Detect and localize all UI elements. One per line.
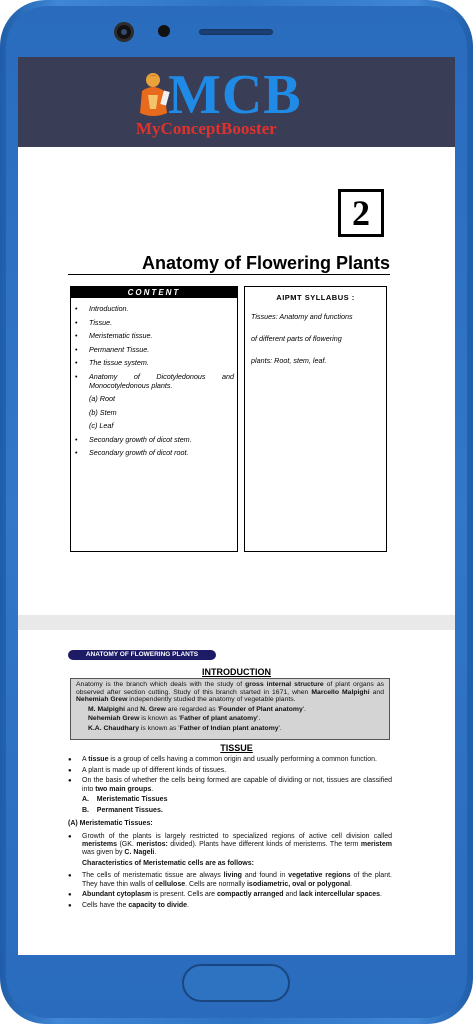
classification-item: A. Meristematic Tissues [82, 796, 168, 804]
intro-paragraph: M. Malpighi and N. Grew are regarded as 'Founder of Plant anatomy'. [88, 705, 306, 713]
content-item: • The tissue system. [75, 358, 234, 367]
syllabus-line: of different parts of flowering [251, 334, 342, 343]
bullet-paragraph: ● Cells have the capacity to divide. [68, 902, 392, 910]
content-item: • Secondary growth of dicot root. [75, 448, 234, 457]
chapter-number: 2 [338, 189, 384, 237]
page-introduction [18, 630, 455, 955]
syllabus-line: plants: Root, stem, leaf. [251, 356, 327, 365]
content-subitem: (b) Stem [89, 407, 117, 417]
content-list [71, 298, 237, 457]
title-divider [68, 274, 390, 275]
content-panel [70, 286, 238, 552]
classification-item: B. Permanent Tissues. [82, 806, 163, 814]
chapter-title: Anatomy of Flowering Plants [141, 253, 390, 273]
bullet-paragraph: ● The cells of meristematic tissue are always living and found in vegetative regions of the plant. They have thin walls of cellulose. Cells are normally isodiametric, oval or polygonal. [68, 872, 392, 889]
earpiece-speaker [199, 29, 273, 35]
page-separator [18, 615, 455, 630]
content-item: • Meristematic tissue. [75, 331, 234, 340]
proximity-sensor [158, 25, 170, 37]
content-item: • Introduction. [75, 304, 234, 313]
content-item: • Secondary growth of dicot stem. [75, 435, 234, 444]
screen[interactable] [18, 57, 455, 955]
mascot-logo-icon [136, 71, 172, 119]
bullet-paragraph: ● A tissue is a group of cells having a common origin and usually performing a common function. [68, 756, 392, 764]
front-camera [114, 22, 134, 42]
syllabus-panel [244, 286, 387, 552]
syllabus-line: Tissues: Anatomy and functions [251, 312, 353, 321]
content-subitem: (a) Root [89, 394, 115, 403]
intro-paragraph: Nehemiah Grew is known as 'Father of plant anatomy'. [88, 715, 261, 723]
content-subitem: (c) Leaf [89, 421, 114, 430]
subsection-heading: (A) Meristematic Tissues: [68, 820, 153, 828]
intro-paragraph: Anatomy is the branch which deals with the study of gross internal structure of plant organs as observed after section cutting. Study of this branch started in 1671, when Marcello Malpighi and Nehemiah Grew independently studied the anatomy of vegetable plants. [76, 681, 385, 704]
syllabus-heading: AIPMT SYLLABUS : [276, 293, 355, 302]
logo-tagline: MyConceptBooster [136, 119, 277, 138]
content-heading: CONTENT [71, 287, 237, 298]
logo-text: MCB [168, 64, 302, 126]
bullet-paragraph: ● Abundant cytoplasm is present. Cells are compactly arranged and lack intercellular spaces. [68, 891, 392, 899]
intro-paragraph: K.A. Chaudhary is known as 'Father of Indian plant anatomy'. [88, 724, 282, 732]
bullet-paragraph: ● A plant is made up of different kinds of tissues. [68, 767, 392, 775]
content-item: • Anatomy of Dicotyledonous and Monocotyledonous plants. [75, 372, 234, 390]
introduction-heading: INTRODUCTION [202, 667, 271, 677]
tissue-heading: TISSUE [220, 743, 253, 753]
content-item: • Tissue. [75, 318, 234, 327]
page-chapter-cover [18, 147, 455, 615]
section-pill: ANATOMY OF FLOWERING PLANTS [68, 650, 216, 660]
characteristics-heading: Characteristics of Meristematic cells are as follows: [82, 860, 254, 867]
introduction-box [70, 678, 390, 740]
app-header [18, 57, 455, 147]
tissue-body [68, 756, 392, 913]
content-item: • Permanent Tissue. [75, 345, 234, 354]
home-button[interactable] [182, 964, 290, 1002]
bullet-paragraph: ● On the basis of whether the cells being formed are capable of dividing or not, tissues are classified into two main groups. [68, 777, 392, 794]
bullet-paragraph: ● Growth of the plants is largely restricted to specialized regions of active cell division called meristems (GK. meristos: divided). Plants have different kinds of meristems. The term meristem was given by C. Nageli. [68, 833, 392, 858]
syllabus-text [245, 302, 386, 372]
